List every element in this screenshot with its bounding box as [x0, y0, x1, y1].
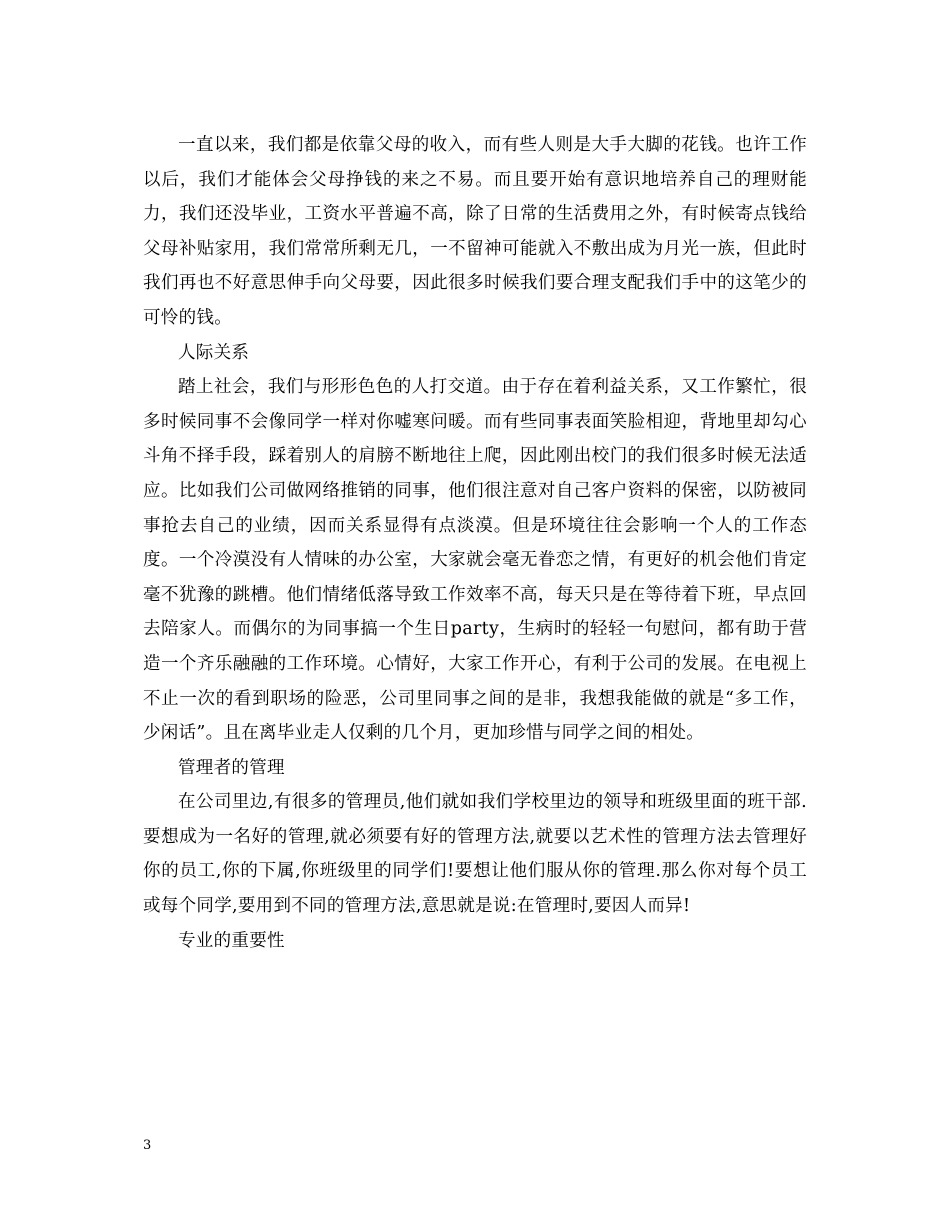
section-heading-management: 管理者的管理 [178, 757, 285, 778]
document-body [143, 128, 807, 958]
section-heading-major-importance: 专业的重要性 [178, 930, 285, 951]
paragraph-management: 在公司里边,有很多的管理员,他们就如我们学校里边的领导和班级里面的班干部.要想成为一名好的管理,就必须要有好的管理方法,就要以艺术性的管理方法去管理好你的员工,你的下属,你班级里的同学们!要想让他们服从你的管理.那么你对每个员工或每个同学,要用到不同的管理方法,意思就是说:在管理时,要因人而异! [143, 792, 807, 917]
paragraph-interpersonal: 踏上社会，我们与形形色色的人打交道。由于存在着利益关系，又工作繁忙，很多时候同事不会像同学一样对你嘘寒问暖。而有些同事表面笑脸相迎，背地里却勾心斗角不择手段，踩着别人的肩膀不断地往上爬，因此刚出校门的我们很多时候无法适应。比如我们公司做网络推销的同事，他们很注意对自己客户资料的保密，以防被同事抢去自己的业绩，因而关系显得有点淡漠。但是环境往往会影响一个人的工作态度。一个冷漠没有人情味的办公室，大家就会毫无眷恋之情，有更好的机会他们肯定毫不犹豫的跳槽。他们情绪低落导致工作效率不高，每天只是在等待着下班，早点回去陪家人。而偶尔的为同事搞一个生日party，生病时的轻轻一句慰问，都有助于营造一个齐乐融融的工作环境。心情好，大家工作开心，有利于公司的发展。在电视上不止一次的看到职场的险恶，公司里同事之间的是非，我想我能做的就是“多工作，少闲话”。且在离毕业走人仅剩的几个月，更加珍惜与同学之间的相处。 [143, 377, 807, 744]
section-heading-interpersonal: 人际关系 [178, 342, 250, 363]
paragraph-finance: 一直以来，我们都是依靠父母的收入，而有些人则是大手大脚的花钱。也许工作以后，我们才能体会父母挣钱的来之不易。而且要开始有意识地培养自己的理财能力，我们还没毕业，工资水平普遍不高，除了日常的生活费用之外，有时候寄点钱给父母补贴家用，我们常常所剩无几，一不留神可能就入不敷出成为月光一族，但此时我们再也不好意思伸手向父母要，因此很多时候我们要合理支配我们手中的这笔少的可怜的钱。 [143, 135, 807, 328]
page-number: 3 [143, 1138, 152, 1153]
